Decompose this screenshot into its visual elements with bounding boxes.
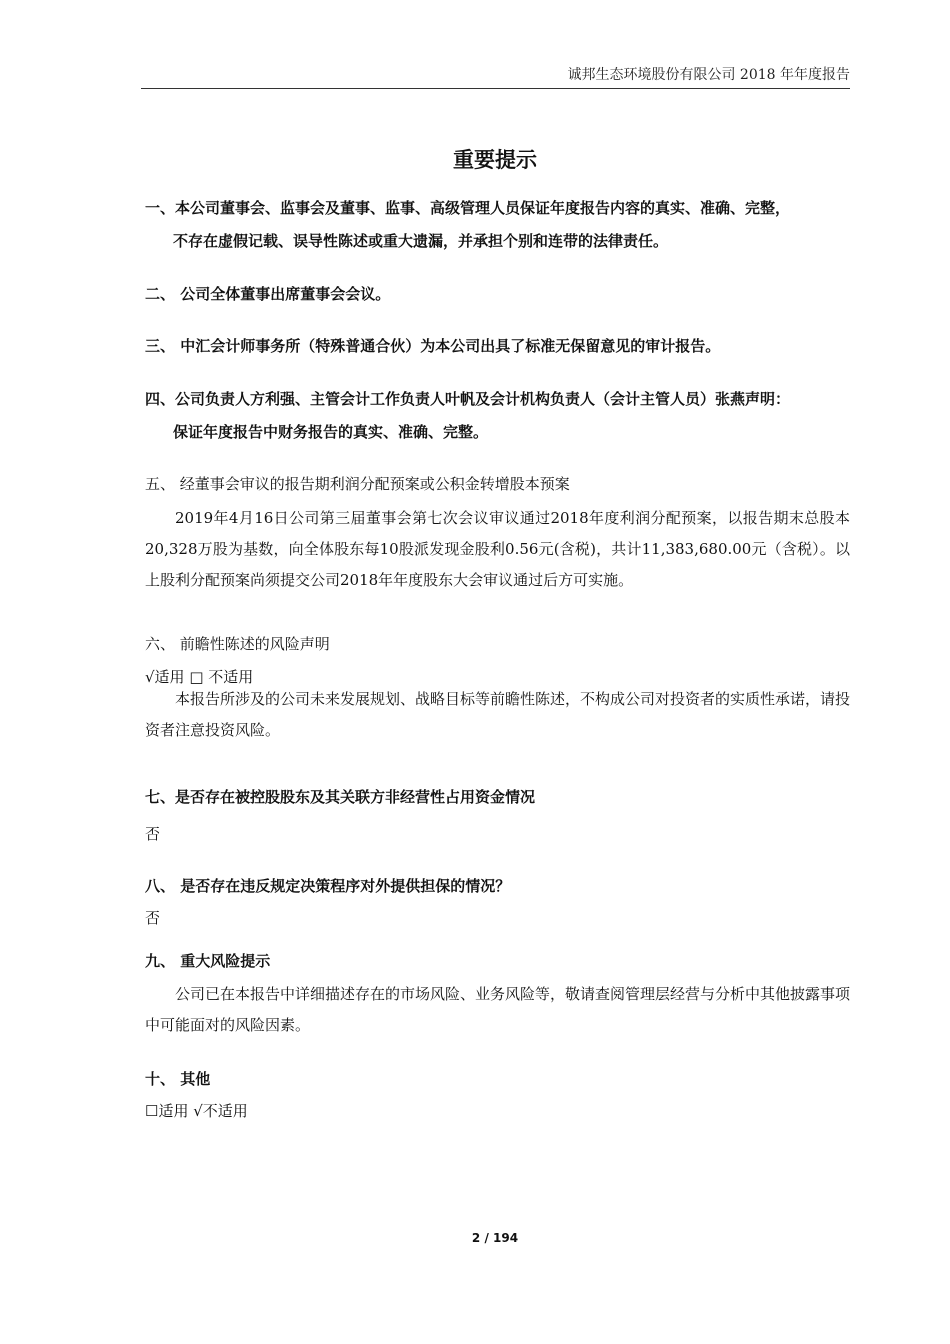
notice-item-10-applicability: ☐适用 √不适用 <box>145 1102 248 1120</box>
page-title: 重要提示 <box>453 148 537 172</box>
notice-item-9-heading: 九、 重大风险提示 <box>145 952 271 970</box>
notice-item-9-body: 公司已在本报告中详细描述存在的市场风险、业务风险等，敬请查阅管理层经营与分析中其他披露事项中可能面对的风险因素。 <box>145 985 851 1034</box>
notice-item-8-heading: 八、 是否存在违反规定决策程序对外提供担保的情况？ <box>145 877 511 895</box>
notice-item-1-line-1: 一、本公司董事会、监事会及董事、监事、高级管理人员保证年度报告内容的真实、准确、完整， <box>145 199 791 217</box>
notice-item-7-answer: 否 <box>145 825 161 843</box>
page-number: 2 / 194 <box>471 1231 519 1245</box>
notice-item-2: 二、 公司全体董事出席董事会会议。 <box>145 285 391 303</box>
notice-item-10-heading: 十、 其他 <box>145 1070 211 1088</box>
notice-item-6-heading: 六、 前瞻性陈述的风险声明 <box>145 635 330 653</box>
notice-item-6-body: 本报告所涉及的公司未来发展规划、战略目标等前瞻性陈述，不构成公司对投资者的实质性承诺，请投资者注意投资风险。 <box>145 690 851 739</box>
notice-item-3: 三、 中汇会计师事务所（特殊普通合伙）为本公司出具了标准无保留意见的审计报告。 <box>145 337 721 355</box>
notice-item-7-heading: 七、是否存在被控股股东及其关联方非经营性占用资金情况 <box>145 788 536 806</box>
header-divider <box>141 88 850 89</box>
notice-item-4-line-1: 四、公司负责人方利强、主管会计工作负责人叶帆及会计机构负责人（会计主管人员）张燕声明： <box>145 390 791 408</box>
report-header-title: 诚邦生态环境股份有限公司 2018 年年度报告 <box>567 67 850 83</box>
notice-item-5-heading: 五、 经董事会审议的报告期利润分配预案或公积金转增股本预案 <box>145 475 570 493</box>
notice-item-6-applicability: √适用 □ 不适用 <box>145 668 254 686</box>
notice-item-1-line-2: 不存在虚假记载、误导性陈述或重大遗漏，并承担个别和连带的法律责任。 <box>173 232 669 250</box>
notice-item-4-line-2: 保证年度报告中财务报告的真实、准确、完整。 <box>173 423 489 441</box>
notice-item-8-answer: 否 <box>145 909 161 927</box>
notice-item-5-body: 2019年4月16日公司第三届董事会第七次会议审议通过2018年度利润分配预案，以报告期末总股本20,328万股为基数，向全体股东每10股派发现金股利0.56元(含税)，共计11,383,680.00元（含税）。以上股利分配预案尚须提交公司2018年年度股东大会审议通过后方可实施。 <box>145 509 850 589</box>
